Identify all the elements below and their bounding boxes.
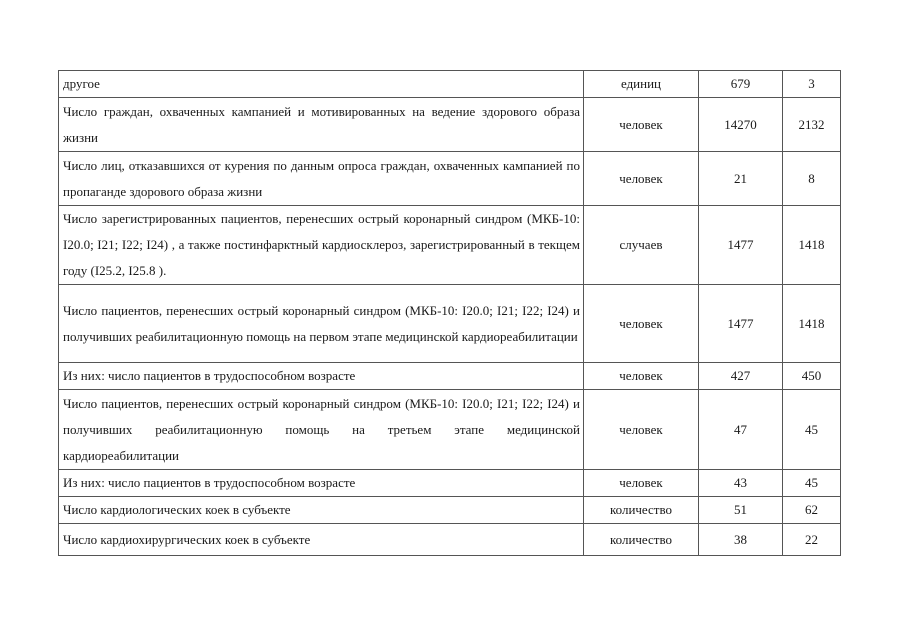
- row-unit: человек: [584, 152, 699, 206]
- row-unit: человек: [584, 98, 699, 152]
- table-row: [59, 524, 841, 556]
- row-unit: количество: [584, 524, 699, 556]
- row-value-1: 21: [699, 152, 783, 206]
- row-description: Из них: число пациентов в трудоспособном возрасте: [59, 470, 584, 497]
- row-value-1: 51: [699, 497, 783, 524]
- row-unit: количество: [584, 497, 699, 524]
- row-value-2: 2132: [783, 98, 841, 152]
- row-description: Число пациентов, перенесших острый коронарный синдром (МКБ-10: I20.0; I21; I22; I24) и получивших реабилитационную помощь на первом этапе медицинской кардиореабилитации: [59, 285, 584, 363]
- row-value-1: 14270: [699, 98, 783, 152]
- row-description: Из них: число пациентов в трудоспособном возрасте: [59, 363, 584, 390]
- row-unit: единиц: [584, 71, 699, 98]
- row-value-1: 1477: [699, 206, 783, 285]
- row-value-2: 3: [783, 71, 841, 98]
- row-description: Число кардиологических коек в субъекте: [59, 497, 584, 524]
- row-value-2: 1418: [783, 206, 841, 285]
- row-value-1: 47: [699, 390, 783, 470]
- table-row: [59, 98, 841, 152]
- row-value-1: 38: [699, 524, 783, 556]
- table-row: [59, 206, 841, 285]
- table-row: [59, 470, 841, 497]
- row-value-2: 450: [783, 363, 841, 390]
- row-value-1: 427: [699, 363, 783, 390]
- table-row: [59, 363, 841, 390]
- row-unit: человек: [584, 363, 699, 390]
- row-value-1: 43: [699, 470, 783, 497]
- row-description: Число кардиохирургических коек в субъекте: [59, 524, 584, 556]
- row-description: Число пациентов, перенесших острый коронарный синдром (МКБ-10: I20.0; I21; I22; I24) и получивших реабилитационную помощь на третьем этапе медицинской кардиореабилитации: [59, 390, 584, 470]
- row-unit: человек: [584, 470, 699, 497]
- row-value-2: 62: [783, 497, 841, 524]
- row-value-2: 45: [783, 390, 841, 470]
- table-row: [59, 71, 841, 98]
- statistics-table: [58, 70, 841, 556]
- row-value-1: 1477: [699, 285, 783, 363]
- table-row: [59, 285, 841, 363]
- row-value-2: 45: [783, 470, 841, 497]
- table-row: [59, 497, 841, 524]
- table-row: [59, 390, 841, 470]
- table-row: [59, 152, 841, 206]
- row-unit: человек: [584, 285, 699, 363]
- row-value-1: 679: [699, 71, 783, 98]
- row-value-2: 1418: [783, 285, 841, 363]
- row-description: Число лиц, отказавшихся от курения по данным опроса граждан, охваченных кампанией по пропаганде здорового образа жизни: [59, 152, 584, 206]
- row-description: Число зарегистрированных пациентов, перенесших острый коронарный синдром (МКБ-10: I20.0; I21; I22; I24) , а также постинфарктный кардиосклероз, зарегистрированный в текщем году (I25.2, I25.8 ).: [59, 206, 584, 285]
- row-description: другое: [59, 71, 584, 98]
- row-unit: человек: [584, 390, 699, 470]
- row-unit: случаев: [584, 206, 699, 285]
- row-description: Число граждан, охваченных кампанией и мотивированных на ведение здорового образа жизни: [59, 98, 584, 152]
- row-value-2: 22: [783, 524, 841, 556]
- row-value-2: 8: [783, 152, 841, 206]
